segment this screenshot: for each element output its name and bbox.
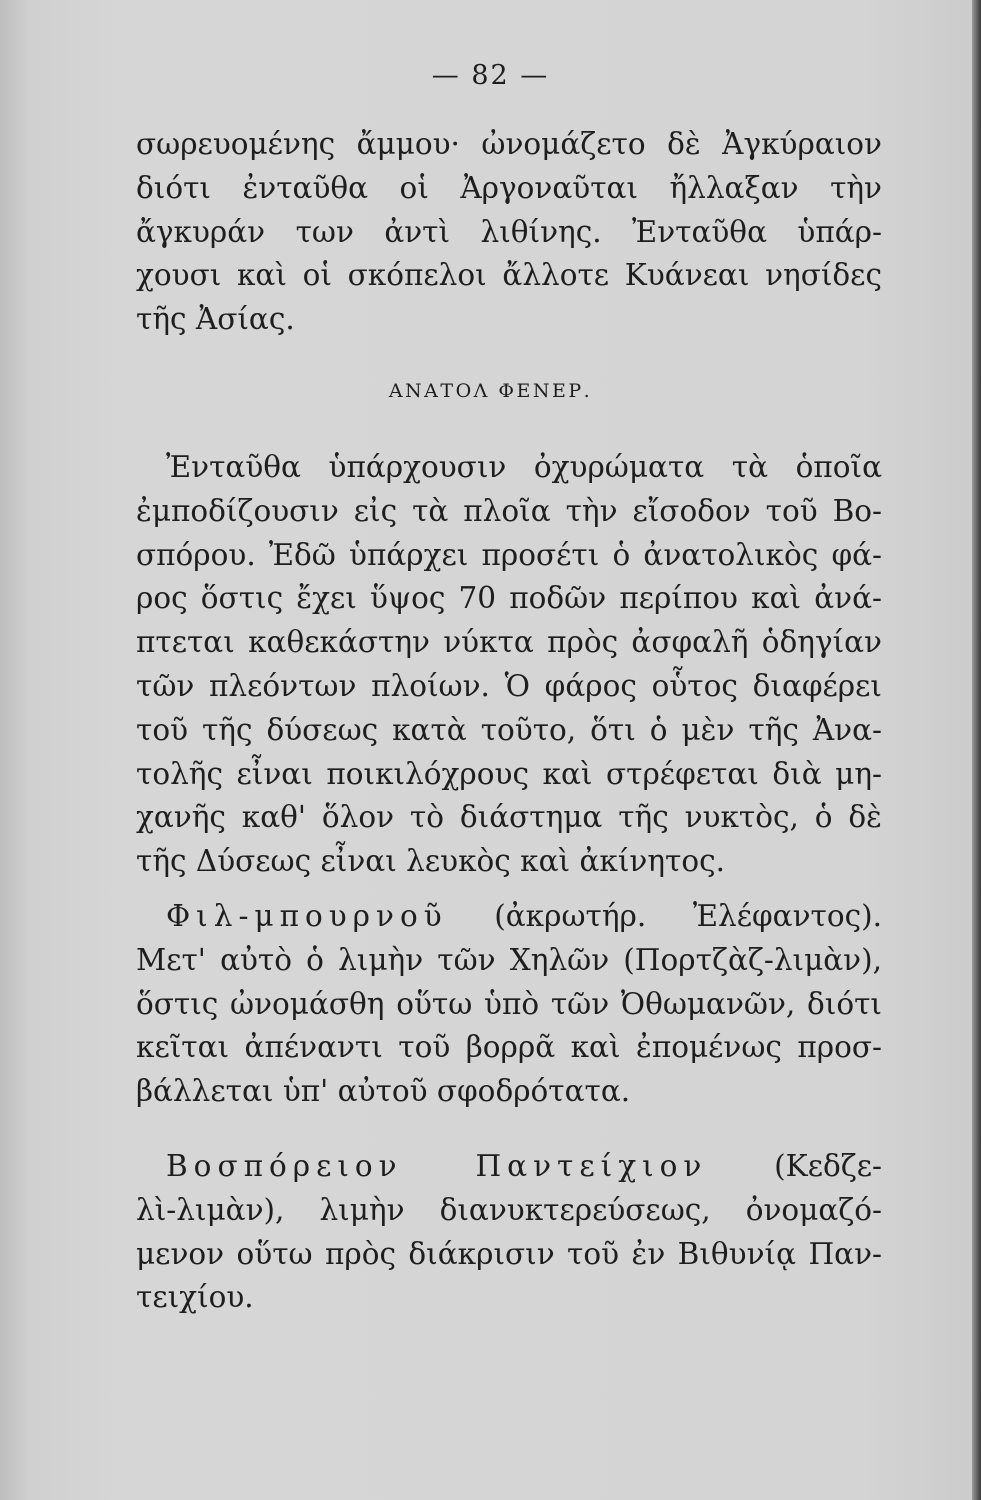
text-line: τειχίου. [136,1280,254,1315]
text-line: τῆς Δύσεως εἶναι λευκὸς καὶ ἀκίνητος. [136,844,725,879]
text-line: ρος ὅστις ἔχει ὕψος 70 ποδῶν περίπου καὶ ἀνά- [136,581,882,616]
text-line: ἄγκυράν των ἀντὶ λιθίνης. Ἐνταῦθα ὑπάρ- [136,214,882,249]
text-line: χανῆς καθ' ὅλον τὸ διάστημα τῆς νυκτὸς, ὁ δὲ [136,800,882,835]
text-line: πτεται καθεκάστην νύκτα πρὸς ἀσφαλῆ ὁδηγίαν [136,625,882,660]
text-line: βάλλεται ὑπ' αὐτοῦ σφοδρότατα. [136,1074,631,1109]
text-line-rest: (Κεδζε- [707,1149,882,1183]
text-line: ὅστις ὠνομάσθη οὕτω ὑπὸ τῶν Ὀθωμανῶν, διότι [136,986,882,1021]
text-line: διότι ἐνταῦθα οἱ Ἀργοναῦται ἤλλαξαν τὴν [136,170,882,205]
text-line: σπόρου. Ἐδῶ ὑπάρχει προσέτι ὁ ἀνατολικὸς φά- [136,537,882,572]
text-line: Μετ' αὐτὸ ὁ λιμὴν τῶν Χηλῶν (Πορτζὰζ-λιμὰν), [136,942,882,977]
text-line [136,895,882,939]
page-number: — 82 — [431,60,550,91]
text-line: τοῦ τῆς δύσεως κατὰ τοῦτο, ὅτι ὁ μὲν τῆς Ἀνα- [136,712,882,747]
text-line: μενον οὕτω πρὸς διάκρισιν τοῦ ἐν Βιθυνίᾳ Παν- [136,1236,882,1271]
text-line-rest: (ἀκρωτήρ. Ἐλέφαντος). [447,899,882,933]
text-line: τῶν πλεόντων πλοίων. Ὁ φάρος οὗτος διαφέρει [136,668,882,703]
page-binding-edge [972,0,981,1500]
text-line: τῆς Ἀσίας. [136,302,295,337]
text-line: σωρευομένης ἄμμου· ὠνομάζετο δὲ Ἀγκύραιον [136,127,882,161]
text-line: λὶ-λιμὰν), λιμὴν διανυκτερεύσεως, ὀνομαζό- [136,1192,882,1227]
place-name-lead: Βοσπόρειον Παντείχιον [166,1149,708,1183]
paragraph-ankyraion [136,123,882,342]
section-heading: ΑΝΑΤΟΛ ΦΕΝΕΡ. [388,380,593,402]
place-name-lead: Φιλ-μπουρνοῦ [166,899,448,933]
paragraph-fil-mpournou [136,895,882,1114]
text-line: Ἐνταῦθα ὑπάρχουσιν ὀχυρώματα τὰ ὁποῖα [166,450,882,484]
text-line [136,1145,882,1189]
text-line: χουσι καὶ οἱ σκόπελοι ἄλλοτε Κυάνεαι νησίδες [136,258,882,293]
paragraph-bosporeion-panteichion [136,1145,882,1320]
paragraph-anatol-fener [136,446,882,884]
text-line: ἐμποδίζουσιν εἰς τὰ πλοῖα τὴν εἴσοδον τοῦ Βο- [136,493,882,528]
text-line: κεῖται ἀπέναντι τοῦ βορρᾶ καὶ ἐπομένως προσ- [136,1030,882,1065]
text-line: τολῆς εἶναι ποικιλόχρους καὶ στρέφεται διὰ μη- [136,756,882,791]
